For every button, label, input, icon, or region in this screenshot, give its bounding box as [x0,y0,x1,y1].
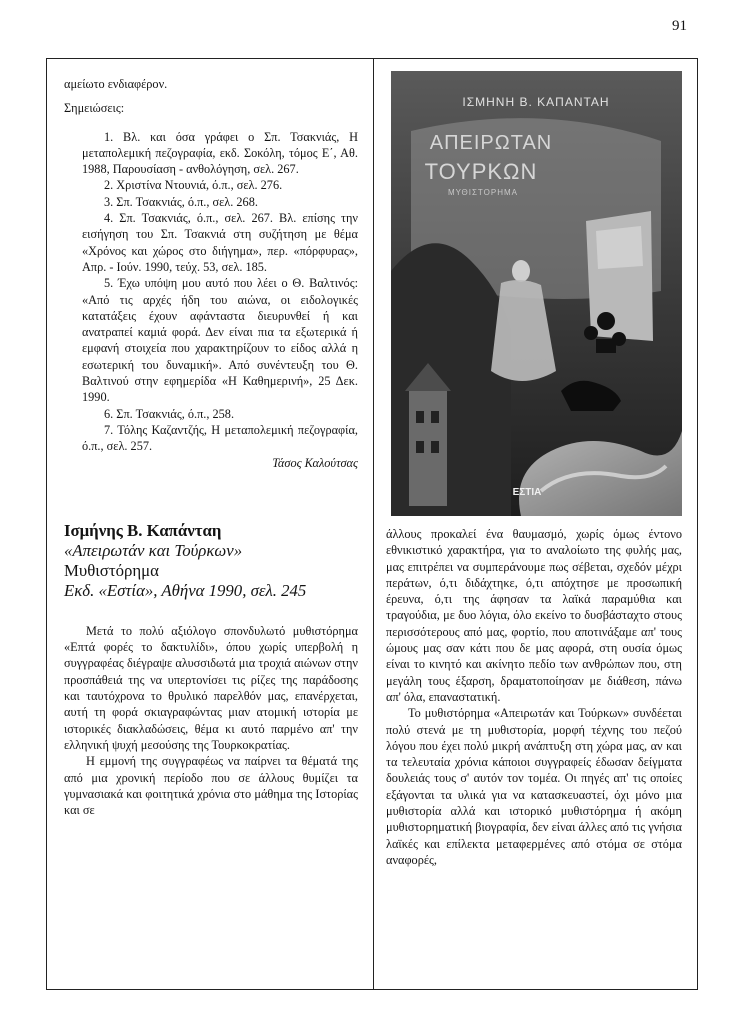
left-column [64,76,358,818]
note-1: 1. Βλ. και όσα γράφει ο Σπ. Τσακνιάς, Η μεταπολεμική πεζογραφία, εκδ. Σοκόλη, τόμος Ε΄, Αθ. 1988, Παρουσίαση - ανθολόγηση, σελ. 267. [82,129,358,177]
cover-title-line2: ΤΟΥΡΚΩΝ [424,159,538,184]
book-cover-image [391,71,682,516]
review-title: «Απειρωτάν και Τούρκων» [64,540,243,560]
right-column [386,526,682,868]
note-2: 2. Χριστίνα Ντουνιά, ό.π., σελ. 276. [104,178,283,193]
cover-publisher: ΕΣΤΙΑ [512,487,542,498]
page-number: 91 [672,18,687,34]
cover-title-line1: ΑΠΕΙΡΩΤΑΝ [429,132,553,154]
note-6: 6. Σπ. Τσακνιάς, ό.π., 258. [104,406,235,421]
cover-author: ΙΣΜΗΝΗ Β. ΚΑΠΑΝΤΑΗ [462,95,610,109]
right-paragraph-1: άλλους προκαλεί ένα θαυμασμό, χωρίς όμως έντονο εθνικιστικό χαρακτήρα, για το αναλοίωτο της φυλής μας, μας επιτρέπει να συμπεράνουμε πως σέβεται, σχεδόν μέχρι περάτων, ό,τι διδάχτηκε, ό,τι απόχτησε με προσωπική έρευνα, ό,τι της άφησαν τα λαϊκά παραμύθια και τραγούδια, με δυο λόγια, όλο εκείνο το δυσβάσταχτο στους περισσότερους από μας, φορτίο, που αποτινάξαμε απ' τους ώμους μας σαν κάτι που δε μας αφορά, στη ουσία όμως είναι το κινητό και ακίνητο πεδίο των ανθρώπων που, στη μεγάλη τους έξαρση, δραματοποίησαν με διάθεση, πάνω απ' όλα, επαναστατική. [386,527,682,704]
notes-heading: Σημειώσεις: [64,101,125,116]
book-cover-illustration [391,71,682,516]
review-publisher: Εκδ. «Εστία», Αθήνα 1990, σελ. 245 [64,580,307,600]
review-author: Ισμήνης Β. Καπάνταη [64,520,222,540]
review-heading [64,521,358,601]
body-paragraph-1: Μετά το πολύ αξιόλογο σπονδυλωτό μυθιστόρημα «Επτά φορές το δακτυλίδι», όπου χωρίς υπερβολή η συγγραφέας διέγραψε αλυσσιδωτά μια τροχιά αιώνων στην προσπάθειά της να υπερτονίσει τις ρίζες της παράδοσης και ταυτόχρονα το θρυλικό παρελθόν μας, επανέρχεται, αυτή τη φορά σκιαγραφώντας μιαν ατομική ιστορία με ιστορικές διακλαδώσεις, θέμα κι αυτό παρμένο απ' την ελληνική ψυχή μεσούσης της Τουρκοκρατίας. [64,623,358,752]
signature: Τάσος Καλούτσας [272,455,358,470]
column-divider [373,58,374,990]
note-3: 3. Σπ. Τσακνιάς, ό.π., σελ. 268. [104,194,258,209]
cover-subtitle: ΜΥΘΙΣΤΟΡΗΜΑ [447,188,519,197]
note-5: 5. Έχω υπόψη μου αυτό που λέει ο Θ. Βαλτινός: «Από τις αρχές ήδη του αιώνα, οι ειδολογικές κατατάξεις έχουν αφάνταστα διευρυνθεί ή και ανατραπεί καμιά φορά. Δεν είναι πια τα εξωτερικά ή εμφανή στοιχεία που χαρακτηρίζουν το είδος αλλά η εσωτερική του δυναμική». Από συνέντευξη του Θ. Βαλτινού στην εφημερίδα «Η Καθημερινή», 25 Δεκ. 1990. [82,276,358,405]
right-paragraph-2: Το μυθιστόρημα «Απειρωτάν και Τούρκων» συνδέεται πολύ στενά με τη μυθιστορία, μορφή τέχνης του πεζού λόγου που έχει πολύ μικρή ανάπτυξη στη χώρα μας, αν και τα τελευταία χρόνια κάποιοι συγγραφείς έδωσαν δείγματα δουλειάς τους σ' αυτόν τον τομέα. Οι πηγές απ' τις οποίες εξάγονται τα υλικά για να κατασκευαστεί, όχι μόνο μια μυθιστορία αλλά και ιστορικό μυθιστόρημα ή ακόμη μυθιστορηματική βιογραφία, δεν είναι άλλες από τις γνήσια λαϊκές και επίλεκτα μεταφερμένες από στόμα σε στόμα αναφορές, [386,706,682,867]
note-4: 4. Σπ. Τσακνιάς, ό.π., σελ. 267. Βλ. επίσης την εισήγηση του Σπ. Τσακνιά στη συζήτηση με θέμα «Χρόνος και χώρος στο διήγημα», περ. «πόρφυρας», Απρ. - Ιούν. 1990, τεύχ. 53, σελ. 185. [82,211,358,274]
intro-line: αμείωτο ενδιαφέρον. [64,77,168,91]
body-paragraph-2: Η εμμονή της συγγραφέως να παίρνει τα θέματά της από μια χρονική περίοδο που σε άλλους θυμίζει τα γυμνασιακά και φοιτητικά χρόνια στο μάθημα της Ιστορίας και σε [64,754,358,818]
note-7: 7. Τόλης Καζαντζής, Η μεταπολεμική πεζογραφία, ό.π., σελ. 257. [82,422,358,454]
review-genre: Μυθιστόρημα [64,560,159,580]
